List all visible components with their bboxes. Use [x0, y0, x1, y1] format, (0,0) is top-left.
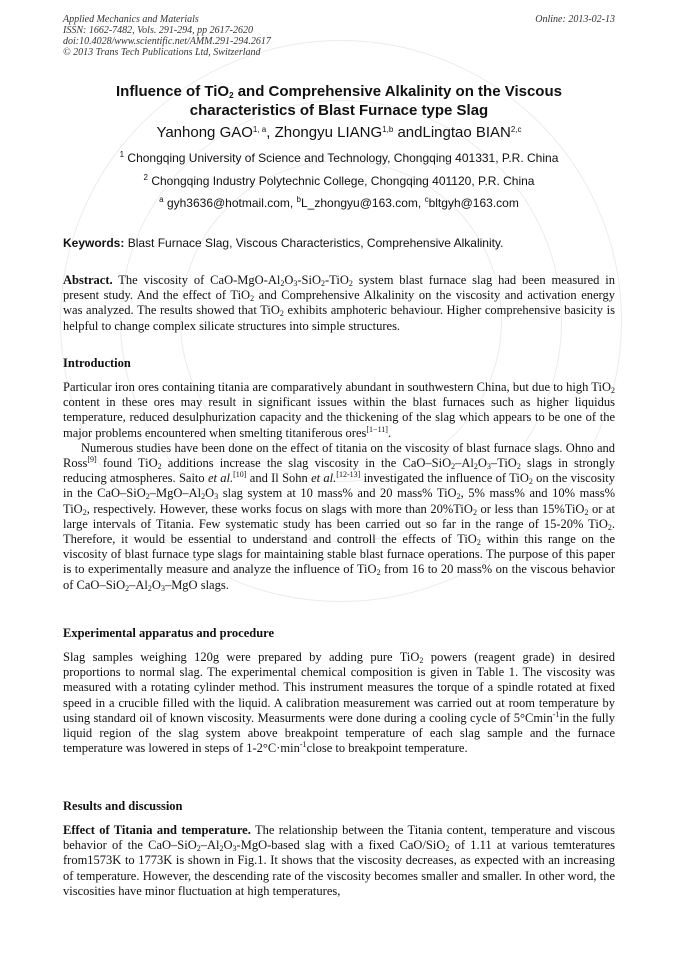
abstract-label: Abstract. [63, 273, 113, 287]
results-subheading: Effect of Titania and temperature. [63, 823, 251, 837]
paper-title [63, 82, 615, 120]
results-body: Effect of Titania and temperature. The relationship between the Titania content, temperature and viscous behavior of the CaO–$SiO_2-Al_2O_3-MgO$-based slag with a fixed CaO/SiO$_2$ of 1.11 at various temteratures from1573K to 1773K is shown in Fig.1. It shows that the viscosity decreases, as expected with an increasing of temperature. However, the descending rate of the viscosity becomes smaller and smaller. In other word, the viscosities have minor fluctuation at high temperatures, [63, 823, 616, 898]
abstract: Abstract. The viscosity of CaO-$MgO-Al_2O_3-SiO_2-TiO_2$ system blast furnace slag had been measured in present study. And the effect of TiO$_2$ and Comprehensive Alkalinity on the viscosity and activation energy was analyzed. The results showed that TiO$_2$ exhibits amphoteric behaviour. Higher comprehensive basicity is helpful to change complex silicate structures into simple structures. [63, 273, 615, 333]
keywords-text: Blast Furnace Slag, Viscous Characteristics, Comprehensive Alkalinity. [124, 236, 504, 250]
author-3: andLingtao BIAN [393, 124, 511, 141]
experimental-heading: Experimental apparatus and procedure [63, 626, 275, 640]
copyright-line: © 2013 Trans Tech Publications Ltd, Switzerland [63, 47, 261, 58]
author-2: , Zhongyu LIANG [266, 124, 383, 141]
introduction-heading: Introduction [63, 356, 131, 370]
keywords-label: Keywords: [63, 236, 125, 250]
doi-line[interactable]: doi:10.4028/www.scientific.net/AMM.291-294.2617 [63, 36, 271, 47]
email-a[interactable]: gyh3636@hotmail.com, [163, 196, 297, 210]
introduction-body [63, 380, 615, 593]
experimental-body: Slag samples weighing 120g were prepared by adding pure TiO$_2$ powers (reagent grade) in desired proportions to normal slag. The experimental chemical composition is given in Table 1. The viscosity was measured with a rotating cylinder method. This instrument measures the torque of a spindle rotated at fixed speed in a crucible filled with the liquid. A calibration measurement was carried out at room temperature by using standard oil of known viscosity. Measurments were done during a cooling cycle of 5°Cmin$^{-1}$in the fully liquid region of the slag system above breakpoint temperature of each slag sample and the furnace temperature was lowered in steps of $1-2^\circ C\cdot\min^{-1}close$ to breakpoint temperature. [63, 650, 616, 756]
title-line-2: characteristics of Blast Furnace type Slag [189, 102, 489, 119]
email-c[interactable]: bltgyh@163.com [428, 196, 519, 210]
intro-paragraph-1: Particular iron ores containing titania are comparatively abundant in southwestern China, but due to high TiO$_2$ content in these ores may result in significant issues within the blast furnaces such as higher liquidus temperature, reduced desulphurization capacity and the thickening of the slag which appears to be one of the major problems encountered when smelting titaniferous ores[1−11]. [63, 380, 615, 440]
online-date: Online: 2013-02-13 [535, 14, 615, 25]
publication-header [63, 14, 615, 58]
intro-paragraph-2: Numerous studies have been done on the effect of titania on the viscosity of blast furnace slags. Ohno and Ross[9] found TiO$_2$ additions increase the slag viscosity in the CaO–$SiO_2-Al_2O_3-TiO_2$ slags in strongly reducing atmospheres. Saito et al.[10] and Il Sohn et al.[12-13] investigated the influence of TiO$_2$ on the viscosity in the CaO–$SiO_2-MgO-Al_2O_3$ slag system at 10 mass% and 20 mass% TiO$_2$, 5% mass% and 10% mass% TiO$_2$, respectively. However, these works focus on slags with more than 20%TiO$_2$ or less than 15%TiO$_2$ or at large intervals of Titania. Few systematic study has been carried out so far in the range of 15-20% TiO$_2$. Therefore, it would be essential to understand and controll the effects of TiO$_2$ within this range on the viscosity of blast furnace type slags for maintaining stable blast furnace operations. The purpose of this paper is to experimentally measure and analyze the influence of TiO$_2$ from 16 to 20 mass% on the viscous behavior of CaO–$SiO_2-Al_2O_3$–MgO slags. [63, 440, 616, 593]
results-heading: Results and discussion [63, 799, 183, 813]
author-emails: $^a$ gyh3636@hotmail.com, $^b$L_zhongyu@163.com, $^c$bltgyh@163.com [159, 195, 519, 210]
journal-name: Applied Mechanics and Materials [63, 14, 199, 25]
issn-line: ISSN: 1662-7482, Vols. 291-294, pp 2617-2620 [63, 25, 253, 36]
keywords [63, 236, 615, 250]
affiliation-1: $^1$ Chongqing University of Science and Technology, Chongqing 401331, P.R. China [119, 150, 559, 165]
author-list: Yanhong GAO$^{1, a}$, Zhongyu LIANG$^{1,b}$ andLingtao BIAN$^{2,c}$ [156, 124, 522, 141]
title-line-1: Influence of TiO$_2$ and Comprehensive Alkalinity on the Viscous [116, 83, 562, 100]
affiliation-2: $^2$ Chongqing Industry Polytechnic College, Chongqing 401120, P.R. China [143, 173, 535, 188]
email-b[interactable]: L_zhongyu@163.com, [301, 196, 425, 210]
author-1: Yanhong GAO [156, 124, 253, 141]
